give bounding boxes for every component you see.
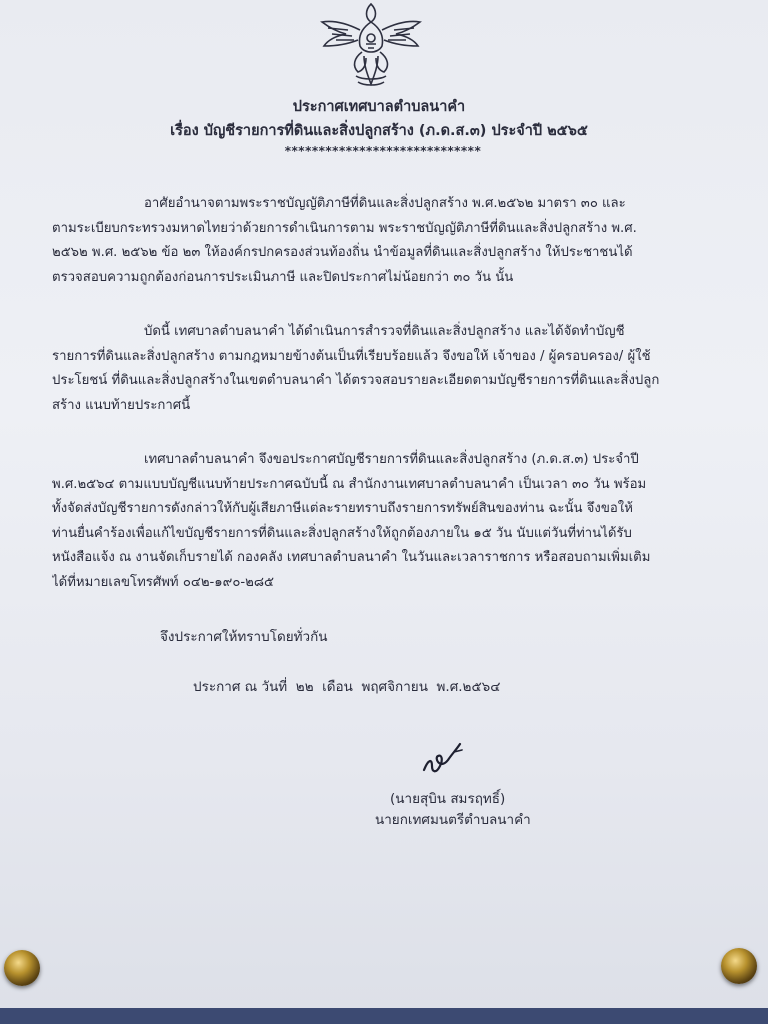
paragraph-line: ประโยชน์ ที่ดินและสิ่งปลูกสร้างในเขตตำบลนาคำ ได้ตรวจสอบรายละเอียดตามบัญชีรายการที่ดินและสิ่งปลูก [52, 373, 660, 389]
signatory-name: (นายสุบิน สมรฤทธิ์) [390, 791, 506, 807]
announcement-header [0, 96, 768, 158]
notice-board-edge [0, 1008, 768, 1024]
paragraph-line: ตรวจสอบความถูกต้องก่อนการประเมินภาษี และปิดประกาศไม่น้อยกว่า ๓๐ วัน นั้น [52, 269, 514, 285]
paragraph-line: บัดนี้ เทศบาลตำบลนาคำ ได้ดำเนินการสำรวจที่ดินและสิ่งปลูกสร้าง และได้จัดทำบัญชี [144, 324, 625, 339]
announcement-subject: เรื่อง บัญชีรายการที่ดินและสิ่งปลูกสร้าง (ภ.ด.ส.๓) ประจำปี ๒๕๖๕ [170, 123, 588, 139]
paragraph-line: สร้าง แนบท้ายประกาศนี้ [52, 397, 191, 413]
paragraph-line: ทั้งจัดส่งบัญชีรายการดังกล่าวให้กับผู้เสียภาษีแต่ละรายทราบถึงรายการทรัพย์สินของท่าน ฉะนั้น จึงขอให้ [52, 501, 633, 517]
paragraph-line: พ.ศ.๒๕๖๔ ตามแบบบัญชีแนบท้ายประกาศฉบับนี้ ณ สำนักงานเทศบาลตำบลนาคำ เป็นเวลา ๓๐ วัน พร้อม [52, 476, 647, 492]
thumbtack-icon [721, 948, 757, 984]
paragraph-line: เทศบาลตำบลนาคำ จึงขอประกาศบัญชีรายการที่ดินและสิ่งปลูกสร้าง (ภ.ด.ส.๓) ประจำปี [144, 452, 639, 467]
paragraph-notice [52, 448, 706, 596]
paragraph-line: ๒๕๖๒ พ.ศ. ๒๕๖๒ ข้อ ๒๓ ให้องค์กรปกครองส่วนท้องถิ่น นำข้อมูลที่ดินและสิ่งปลูกสร้าง ให้ประชาชนได้ [52, 245, 633, 261]
garuda-emblem-icon [318, 0, 424, 88]
paragraph-authority [52, 192, 706, 290]
header-separator: ***************************** [284, 144, 482, 158]
announcement-title: ประกาศเทศบาลตำบลนาคำ [292, 99, 466, 115]
closing-statement: จึงประกาศให้ทราบโดยทั่วกัน [160, 629, 328, 645]
announcement-date: ประกาศ ณ วันที่ ๒๒ เดือน พฤศจิกายน พ.ศ.๒๕๖๔ [193, 679, 501, 695]
paragraph-line: ท่านยื่นคำร้องเพื่อแก้ไขบัญชีรายการที่ดินและสิ่งปลูกสร้างให้ถูกต้องภายใน ๑๕ วัน นับแต่วันที่ท่านได้รับ [52, 525, 632, 541]
paragraph-survey [52, 320, 706, 418]
signature-mark [418, 740, 464, 780]
signatory-position: นายกเทศมนตรีตำบลนาคำ [375, 812, 531, 828]
paragraph-line: อาศัยอำนาจตามพระราชบัญญัติภาษีที่ดินและสิ่งปลูกสร้าง พ.ศ.๒๕๖๒ มาตรา ๓๐ และ [144, 196, 626, 211]
paragraph-line: ได้ที่หมายเลขโทรศัพท์ ๐๔๒-๑๙๐-๒๘๕ [52, 574, 274, 590]
thumbtack-icon [4, 950, 40, 986]
paragraph-line: หนังสือแจ้ง ณ งานจัดเก็บรายได้ กองคลัง เทศบาลตำบลนาคำ ในวันและเวลาราชการ หรือสอบถามเพิ่มเติม [52, 550, 651, 566]
paragraph-line: ตามระเบียบกระทรวงมหาดไทยว่าด้วยการดำเนินการตาม พระราชบัญญัติภาษีที่ดินและสิ่งปลูกสร้าง พ.ศ. [52, 220, 637, 236]
paragraph-line: รายการที่ดินและสิ่งปลูกสร้าง ตามกฎหมายข้างต้นเป็นที่เรียบร้อยแล้ว จึงขอให้ เจ้าของ / ผู้ครอบครอง/ ผู้ใช้ [52, 348, 651, 364]
